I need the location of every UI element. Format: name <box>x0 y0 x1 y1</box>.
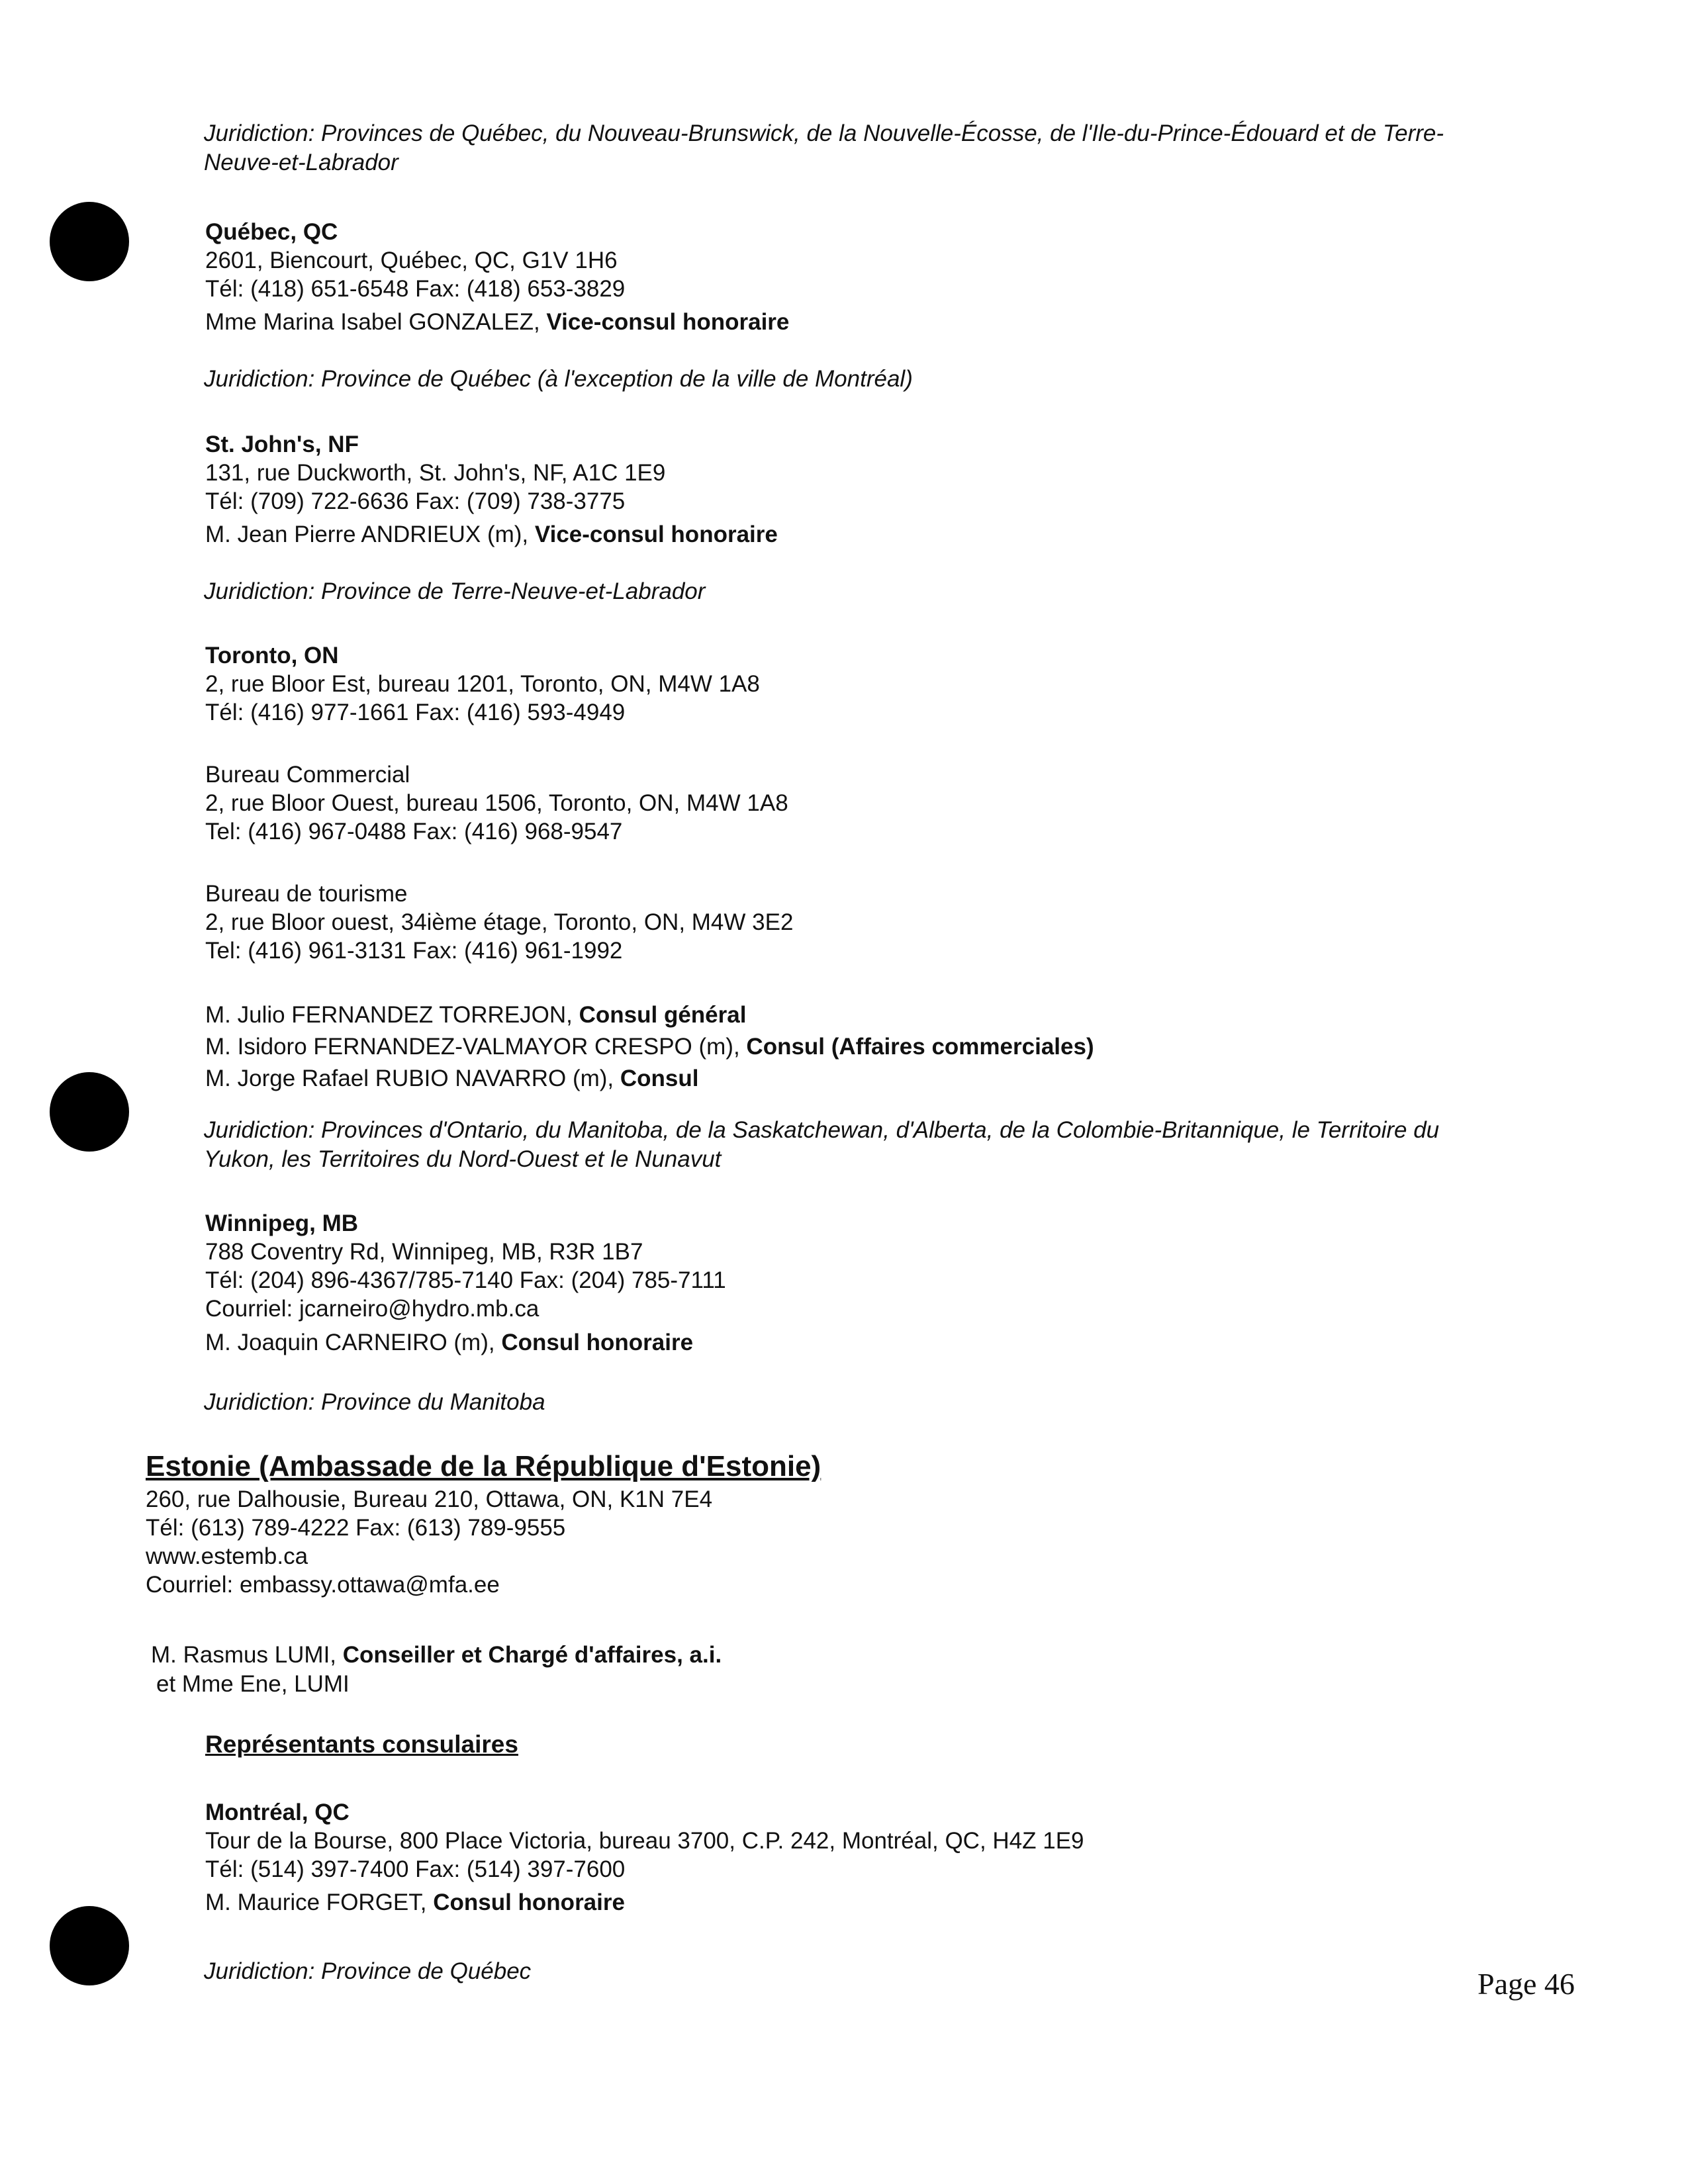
official-entry <box>205 1329 693 1357</box>
official-title: Consul honoraire <box>433 1889 625 1915</box>
city-heading: St. John's, NF <box>205 432 359 457</box>
consular-section-heading: Représentants consulaires <box>205 1731 518 1758</box>
official-title: Vice-consul honoraire <box>546 309 790 335</box>
address-text: 131, rue Duckworth, St. John's, NF, A1C 1E9 <box>205 460 666 486</box>
address-text: 788 Coventry Rd, Winnipeg, MB, R3R 1B7 <box>205 1239 643 1265</box>
official-name: M. Jean Pierre ANDRIEUX (m), <box>205 522 535 547</box>
page-number: Page 46 <box>1477 1967 1575 2001</box>
city-heading: Winnipeg, MB <box>205 1210 359 1236</box>
phone-fax-text: Tél: (613) 789-4222 Fax: (613) 789-9555 <box>146 1515 566 1541</box>
official-title: Consul <box>620 1066 699 1091</box>
official-title: Consul (Affaires commerciales) <box>746 1034 1094 1060</box>
official-title: Vice-consul honoraire <box>534 522 778 547</box>
address-text: 2, rue Bloor Est, bureau 1201, Toronto, ON, M4W 1A8 <box>205 671 760 697</box>
official-title: Conseiller et Chargé d'affaires, a.i. <box>342 1642 722 1668</box>
phone-fax-text: Tél: (204) 896-4367/785-7140 Fax: (204) 785-7111 <box>205 1267 726 1293</box>
address-text: 260, rue Dalhousie, Bureau 210, Ottawa, ON, K1N 7E4 <box>146 1486 713 1512</box>
official-entry <box>205 1033 1094 1061</box>
jurisdiction-text: Juridiction: Province de Terre-Neuve-et-Labrador <box>204 578 706 604</box>
phone-fax-text: Tél: (418) 651-6548 Fax: (418) 653-3829 <box>205 276 626 302</box>
phone-fax-text: Tél: (709) 722-6636 Fax: (709) 738-3775 <box>205 488 626 514</box>
official-name: M. Jorge Rafael RUBIO NAVARRO (m), <box>205 1066 620 1091</box>
email-text: Courriel: jcarneiro@hydro.mb.ca <box>205 1296 539 1322</box>
jurisdiction-text: Yukon, les Territoires du Nord-Ouest et le Nunavut <box>204 1146 722 1172</box>
official-name: M. Maurice FORGET, <box>205 1889 434 1915</box>
official-entry <box>205 521 778 549</box>
official-name: Mme Marina Isabel GONZALEZ, <box>205 309 547 335</box>
official-entry <box>205 308 789 336</box>
city-heading: Toronto, ON <box>205 643 339 668</box>
official-title: Consul honoraire <box>501 1330 694 1355</box>
jurisdiction-text: Juridiction: Provinces de Québec, du Nouveau-Brunswick, de la Nouvelle-Écosse, de l'Ile-du-Prince-Édouard et de Terre- <box>204 120 1444 146</box>
jurisdiction-text: Juridiction: Provinces d'Ontario, du Manitoba, de la Saskatchewan, d'Alberta, de la Colombie-Britannique, le Territoire du <box>204 1117 1440 1143</box>
office-name: Bureau de tourisme <box>205 881 408 907</box>
official-name: M. Isidoro FERNANDEZ-VALMAYOR CRESPO (m), <box>205 1034 747 1060</box>
email-text: Courriel: embassy.ottawa@mfa.ee <box>146 1572 500 1598</box>
address-text: 2601, Biencourt, Québec, QC, G1V 1H6 <box>205 248 618 273</box>
official-name: M. Julio FERNANDEZ TORREJON, <box>205 1002 579 1028</box>
binder-hole-top <box>50 202 129 281</box>
official-entry <box>151 1641 722 1669</box>
jurisdiction-text: Juridiction: Province de Québec <box>204 1958 532 1984</box>
address-text: Tour de la Bourse, 800 Place Victoria, bureau 3700, C.P. 242, Montréal, QC, H4Z 1E9 <box>205 1828 1084 1854</box>
official-entry <box>205 1001 746 1029</box>
jurisdiction-text: Neuve-et-Labrador <box>204 150 399 175</box>
city-heading: Montréal, QC <box>205 1799 350 1825</box>
country-heading: Estonie (Ambassade de la République d'Estonie) <box>146 1450 821 1482</box>
official-title: Consul général <box>579 1002 747 1028</box>
city-heading: Québec, QC <box>205 219 338 245</box>
spouse-text: et Mme Ene, LUMI <box>156 1671 350 1697</box>
jurisdiction-text: Juridiction: Province du Manitoba <box>204 1389 545 1415</box>
official-name: M. Joaquin CARNEIRO (m), <box>205 1330 502 1355</box>
phone-fax-text: Tél: (416) 977-1661 Fax: (416) 593-4949 <box>205 700 626 725</box>
phone-fax-text: Tel: (416) 961-3131 Fax: (416) 961-1992 <box>205 938 623 964</box>
official-entry <box>205 1065 698 1093</box>
official-entry <box>205 1889 625 1917</box>
office-name: Bureau Commercial <box>205 762 410 788</box>
website-text: www.estemb.ca <box>146 1543 308 1569</box>
jurisdiction-text: Juridiction: Province de Québec (à l'exception de la ville de Montréal) <box>204 366 913 392</box>
phone-fax-text: Tél: (514) 397-7400 Fax: (514) 397-7600 <box>205 1856 626 1882</box>
phone-fax-text: Tel: (416) 967-0488 Fax: (416) 968-9547 <box>205 819 623 844</box>
binder-hole-middle <box>50 1072 129 1152</box>
official-name: M. Rasmus LUMI, <box>151 1642 343 1668</box>
address-text: 2, rue Bloor ouest, 34ième étage, Toronto, ON, M4W 3E2 <box>205 909 794 935</box>
address-text: 2, rue Bloor Ouest, bureau 1506, Toronto, ON, M4W 1A8 <box>205 790 788 816</box>
binder-hole-bottom <box>50 1906 129 1985</box>
